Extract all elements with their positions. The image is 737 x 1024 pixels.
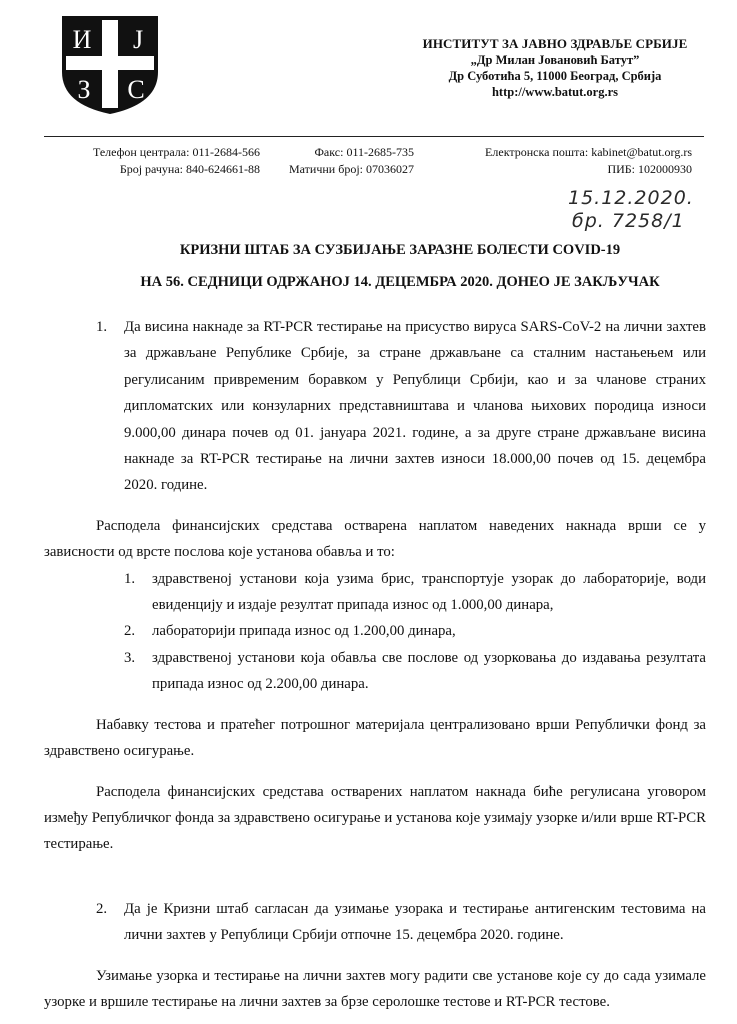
list-item [124, 618, 706, 644]
document-title [100, 234, 700, 298]
handwritten-number: бр. 7258/1 [572, 210, 685, 232]
distribution-list [124, 566, 706, 698]
institute-logo [58, 12, 162, 116]
email-text[interactable]: Електронска пошта: kabinet@batut.org.rs [485, 145, 692, 159]
list-item-number: 2. [124, 623, 136, 640]
header-divider [44, 136, 704, 137]
document-body [44, 314, 706, 1015]
section-2-note: Узимање узорка и тестирање на лични захтев могу радити све установе које су до сада узимале узорке и вршиле тестирање на лични захтев за брзе серолошке тестове и RT-PCR тестове. [44, 967, 706, 1010]
list-item-text: здравственој установи која обавља све послове од узорковања до издавања резултата припада износ од 2.200,00 динара. [152, 649, 706, 693]
section-1-text: Да висина накнаде за RT-PCR тестирање на присуство вируса SARS-CoV-2 на лични захтев за држављане Републике Србије, за стране држављане са сталним настањењем или регулисаним привременим боравком у Републици Србији, као и за чланове страних дипломатских или конзуларних представништава и чланова њихових породица износи 9.000,00 динара почев од 01. јануара 2021. године, а за друге стране држављане висина накнаде за RT-PCR тестирање на лични захтев износи 18.000,00 почев од 15. децембра 2020. године. [124, 319, 706, 494]
institute-director: „Др Милан Јовановић Батут” [470, 53, 640, 67]
fax-text: Факс: 011-2685-735 [314, 145, 414, 159]
phone-text: Телефон централа: 011-2684-566 [92, 145, 260, 159]
contacts-col-3 [432, 144, 692, 178]
procurement-paragraph: Набавку тестова и пратећег потрошног материјала централизовано врши Републички фонд за здравствено осигурање. [44, 716, 706, 760]
institute-web[interactable]: http://www.batut.org.rs [491, 85, 619, 99]
section-1 [96, 314, 706, 499]
logo-letter-3: З [77, 75, 91, 104]
cross-horizontal-icon [66, 56, 154, 70]
logo-letter-4: С [127, 75, 145, 104]
distribution-paragraph: Расподела финансијских средстава остварена наплатом наведених накнада врши се у зависности од врсте послова које установа обавља и то: [44, 517, 706, 561]
section-2-text: Да је Кризни штаб сагласан да узимање узорака и тестирање антигенским тестовима на лични захтев у Републици Србији отпочне 15. децембра 2020. године. [124, 900, 706, 944]
list-item [124, 566, 706, 619]
section-2 [96, 896, 706, 949]
section-2-number: 2. [96, 900, 108, 917]
list-item-text: лабораторији припада износ од 1.200,00 динара, [152, 623, 456, 640]
list-item-number: 1. [124, 570, 136, 587]
account-text: Број рачуна: 840-624661-88 [119, 162, 260, 176]
agreement-paragraph: Расподела финансијских средстава остварених наплатом накнада биће регулисана уговором између Републичког фонда за здравствено осигурање и установа које узимају узорке и/или врше RT-PCR тестирање. [44, 783, 706, 853]
reg-number-text: Матични број: 07036027 [288, 162, 414, 176]
institute-address: Др Суботића 5, 11000 Београд, Србија [448, 69, 662, 83]
section-1-number: 1. [96, 319, 108, 335]
title-line-2: НА 56. СЕДНИЦИ ОДРЖАНОЈ 14. ДЕЦЕМБРА 2020. ДОНЕО ЈЕ ЗАКЉУЧАК [140, 274, 660, 290]
list-item-text: здравственој установи која узима брис, транспортује узорак до лабораторије, води евиденцију и издаје резултат припада износ од 1.000,00 динара, [152, 570, 706, 614]
list-item [124, 645, 706, 698]
handwritten-date: 15.12.2020. [568, 187, 694, 209]
institute-name: ИНСТИТУТ ЗА ЈАВНО ЗДРАВЉЕ СРБИЈЕ [422, 36, 688, 51]
contacts-col-1 [60, 144, 260, 178]
list-item-number: 3. [124, 649, 136, 666]
logo-letter-2: Ј [132, 25, 144, 54]
logo-letter-1: И [72, 25, 92, 54]
pib-text: ПИБ: 102000930 [607, 162, 692, 176]
contacts-col-2 [264, 144, 414, 178]
title-line-1: КРИЗНИ ШТАБ ЗА СУЗБИЈАЊЕ ЗАРАЗНЕ БОЛЕСТИ COVID-19 [179, 242, 621, 258]
institute-header [390, 36, 720, 100]
